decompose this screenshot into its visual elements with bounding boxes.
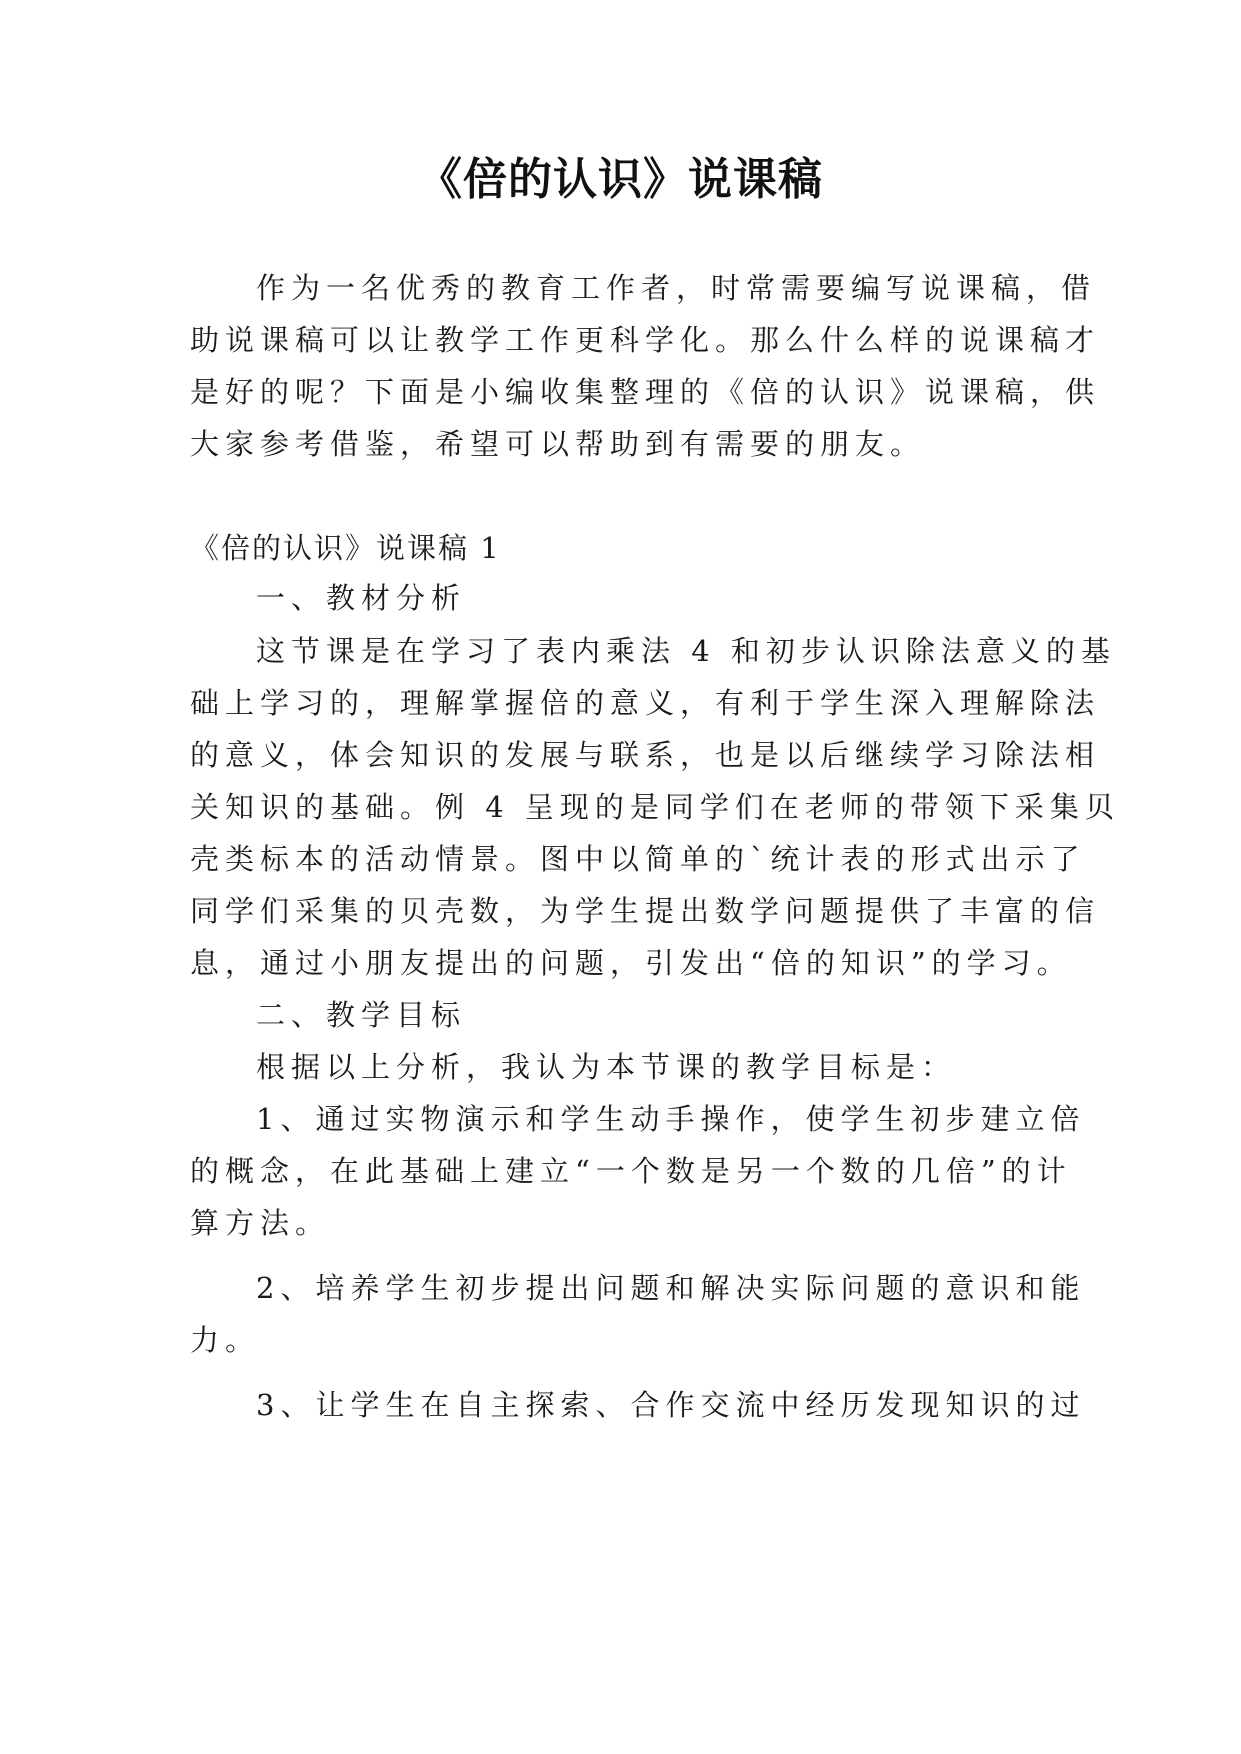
paragraph-line: 的意义，体会知识的发展与联系，也是以后继续学习除法相 — [190, 738, 1101, 772]
intro-line: 是好的呢？下面是小编收集整理的《倍的认识》说课稿，供 — [190, 375, 1101, 409]
paragraph-line: 壳类标本的活动情景。图中以简单的`统计表的形式出示了 — [190, 842, 1086, 876]
heading-teaching-goals: 二、教学目标 — [256, 998, 467, 1032]
paragraph-line: 同学们采集的贝壳数，为学生提出数学问题提供了丰富的信 — [190, 894, 1101, 928]
goal-line: 2、培养学生初步提出问题和解决实际问题的意识和能 — [256, 1271, 1086, 1305]
intro-line: 助说课稿可以让教学工作更科学化。那么什么样的说课稿才 — [190, 323, 1101, 357]
paragraph-line: 根据以上分析，我认为本节课的教学目标是： — [256, 1050, 957, 1084]
paragraph-line: 础上学习的，理解掌握倍的意义，有利于学生深入理解除法 — [190, 686, 1101, 720]
paragraph-line: 这节课是在学习了表内乘法 4 和初步认识除法意义的基 — [256, 634, 1116, 668]
paragraph-line: 息，通过小朋友提出的问题，引发出“倍的知识”的学习。 — [190, 946, 1072, 980]
paragraph-line: 关知识的基础。例 4 呈现的是同学们在老师的带领下采集贝 — [190, 790, 1120, 824]
goal-line: 算方法。 — [190, 1206, 331, 1240]
goal-line: 力。 — [190, 1323, 261, 1357]
goal-line: 1、通过实物演示和学生动手操作，使学生初步建立倍 — [256, 1102, 1086, 1136]
goal-line: 3、让学生在自主探索、合作交流中经历发现知识的过 — [256, 1388, 1086, 1422]
intro-line: 作为一名优秀的教育工作者，时常需要编写说课稿，借 — [256, 271, 1097, 305]
intro-line: 大家参考借鉴，希望可以帮助到有需要的朋友。 — [190, 427, 926, 461]
heading-textbook-analysis: 一、教材分析 — [256, 581, 467, 615]
document-title: 《倍的认识》说课稿 — [418, 154, 823, 205]
section-title: 《倍的认识》说课稿 1 — [190, 531, 501, 565]
goal-line: 的概念，在此基础上建立“一个数是另一个数的几倍”的计 — [190, 1154, 1072, 1188]
